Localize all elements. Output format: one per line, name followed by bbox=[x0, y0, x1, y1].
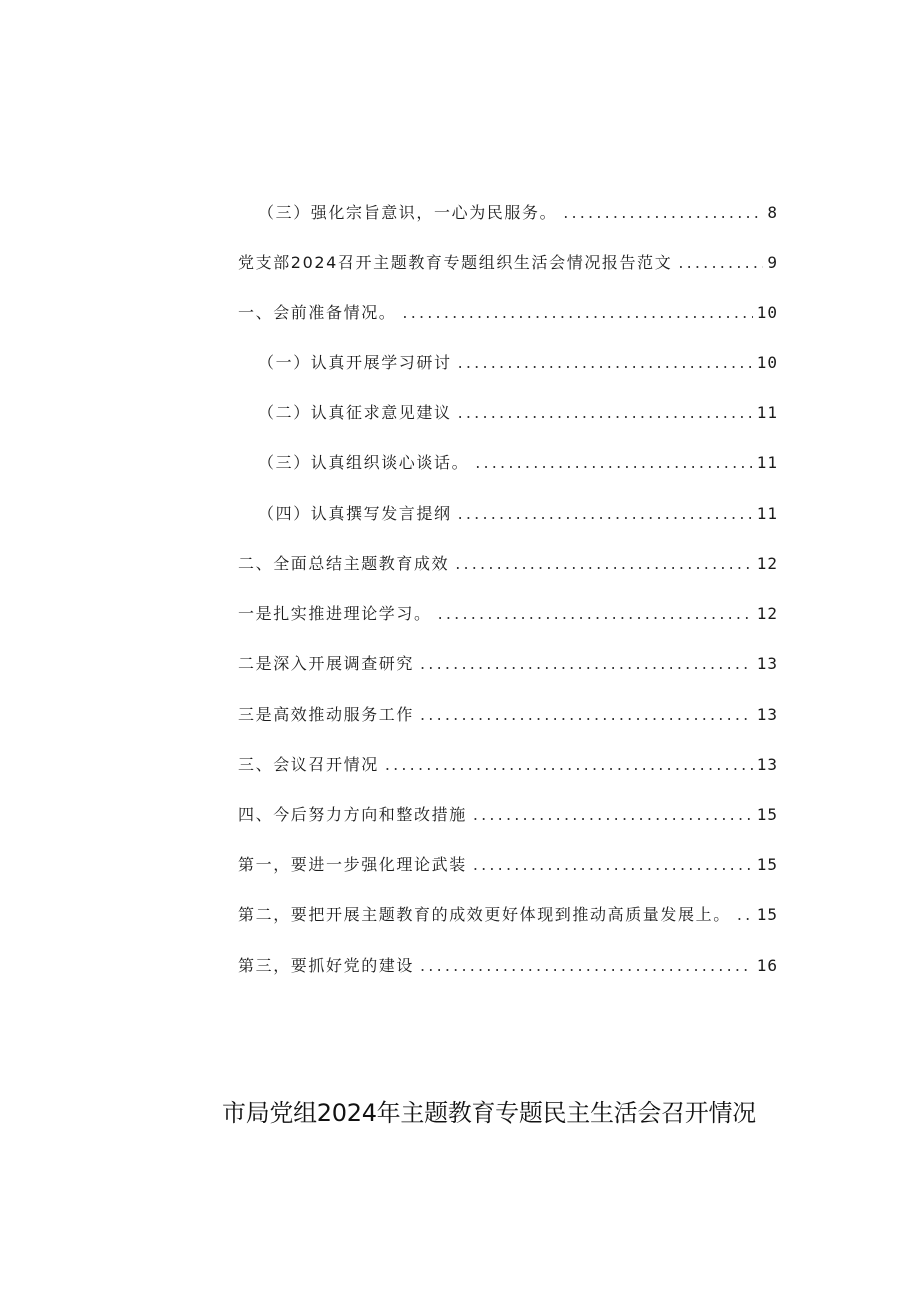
document-heading: 市局党组2024年主题教育专题民主生活会召开情况 bbox=[222, 1099, 756, 1127]
toc-leader bbox=[737, 905, 753, 924]
toc-entry-page: 13 bbox=[756, 755, 778, 774]
toc-leader bbox=[385, 755, 753, 774]
toc-entry-page: 11 bbox=[756, 403, 778, 422]
toc-entry[interactable] bbox=[258, 450, 778, 480]
toc-entry-label: 二、全面总结主题教育成效 bbox=[238, 554, 450, 573]
toc-entry[interactable] bbox=[258, 350, 778, 380]
toc-entry-label: （三）强化宗旨意识，一心为民服务。 bbox=[258, 203, 558, 222]
toc-leader bbox=[473, 805, 753, 824]
toc-leader bbox=[458, 403, 753, 422]
toc-entry-label: 党支部2024召开主题教育专题组织生活会情况报告范文 bbox=[238, 253, 673, 272]
toc-entry-label: （二）认真征求意见建议 bbox=[258, 403, 452, 422]
toc-entry-page: 10 bbox=[756, 303, 778, 322]
toc-entry-page: 11 bbox=[756, 453, 778, 472]
toc-leader bbox=[458, 353, 753, 372]
toc-leader bbox=[438, 604, 753, 623]
toc-entry[interactable] bbox=[238, 601, 778, 631]
toc-leader bbox=[420, 705, 753, 724]
toc-entry-page: 16 bbox=[756, 956, 778, 975]
toc-entry-page: 8 bbox=[767, 203, 778, 222]
toc-leader bbox=[458, 504, 753, 523]
toc-leader bbox=[475, 453, 753, 472]
toc-leader bbox=[473, 855, 753, 874]
toc-entry[interactable] bbox=[238, 250, 778, 280]
toc-entry[interactable] bbox=[238, 953, 778, 983]
toc-entry-label: 第二，要把开展主题教育的成效更好体现到推动高质量发展上。 bbox=[238, 905, 731, 924]
toc-entry-label: 三是高效推动服务工作 bbox=[238, 705, 415, 724]
toc-entry-page: 11 bbox=[756, 504, 778, 523]
toc-leader bbox=[678, 253, 763, 272]
toc-entry-page: 10 bbox=[756, 353, 778, 372]
toc-entry[interactable] bbox=[238, 702, 778, 732]
toc-entry-page: 12 bbox=[756, 604, 778, 623]
toc-entry-page: 15 bbox=[756, 855, 778, 874]
toc-entry-page: 12 bbox=[756, 554, 778, 573]
toc-entry[interactable] bbox=[258, 400, 778, 430]
toc-entry-page: 15 bbox=[756, 905, 778, 924]
toc-entry-label: 第一，要进一步强化理论武装 bbox=[238, 855, 467, 874]
toc-entry-page: 13 bbox=[756, 705, 778, 724]
toc-entry-page: 13 bbox=[756, 654, 778, 673]
toc-entry[interactable] bbox=[238, 802, 778, 832]
toc-entry-label: （一）认真开展学习研讨 bbox=[258, 353, 452, 372]
toc-entry-label: （四）认真撰写发言提纲 bbox=[258, 504, 452, 523]
toc-entry-label: 四、今后努力方向和整改措施 bbox=[238, 805, 467, 824]
toc-entry-page: 15 bbox=[756, 805, 778, 824]
toc-entry[interactable] bbox=[238, 300, 778, 330]
toc-entry-label: 一、会前准备情况。 bbox=[238, 303, 397, 322]
toc-entry-label: （三）认真组织谈心谈话。 bbox=[258, 453, 470, 472]
toc-entry[interactable] bbox=[238, 752, 778, 782]
toc-leader bbox=[402, 303, 752, 322]
toc-entry[interactable] bbox=[238, 651, 778, 681]
toc-entry[interactable] bbox=[238, 852, 778, 882]
toc-entry-page: 9 bbox=[767, 253, 778, 272]
toc-entry[interactable] bbox=[238, 551, 778, 581]
toc-leader bbox=[455, 554, 753, 573]
toc-entry-label: 一是扎实推进理论学习。 bbox=[238, 604, 432, 623]
toc-leader bbox=[420, 654, 753, 673]
toc-entry-label: 三、会议召开情况 bbox=[238, 755, 379, 774]
toc-entry[interactable] bbox=[238, 902, 778, 932]
toc-entry[interactable] bbox=[258, 200, 778, 230]
toc-entry-label: 第三，要抓好党的建设 bbox=[238, 956, 415, 975]
toc-leader bbox=[420, 956, 753, 975]
toc-entry-label: 二是深入开展调查研究 bbox=[238, 654, 415, 673]
toc-entry[interactable] bbox=[258, 501, 778, 531]
toc-leader bbox=[563, 203, 763, 222]
